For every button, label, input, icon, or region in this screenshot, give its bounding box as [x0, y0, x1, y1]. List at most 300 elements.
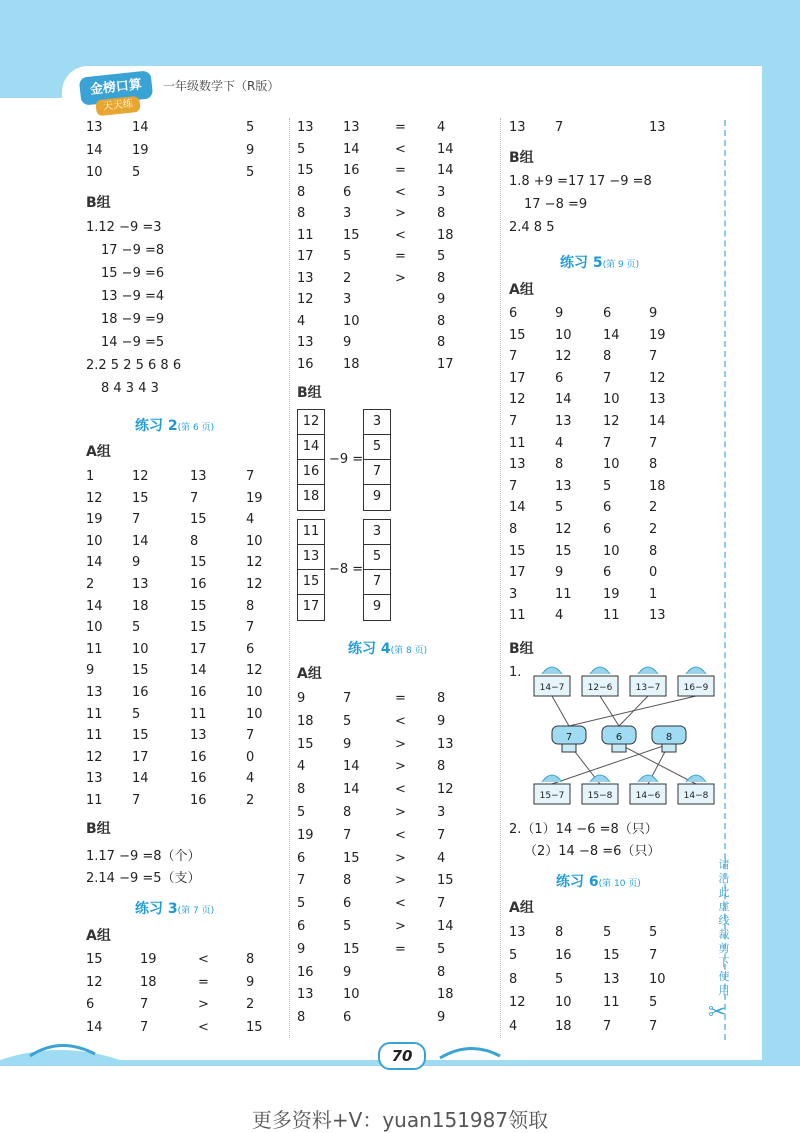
answer-cell: 15: [190, 512, 207, 528]
answer-cell: 6: [603, 306, 612, 321]
answer-cell: 11: [190, 706, 207, 722]
leaf-icon: [590, 667, 610, 674]
answer-cell: 7: [649, 435, 658, 451]
answer-cell: 7: [649, 1018, 658, 1034]
answer-cell: 19: [140, 952, 157, 967]
answer-cell: 8: [437, 270, 446, 286]
answer-cell: 8: [437, 206, 446, 221]
mailbox-stand: [612, 744, 626, 752]
answer-cell: 14: [437, 163, 454, 178]
answer-cell: 15: [297, 736, 314, 752]
envelope-label: 15−8: [587, 791, 613, 801]
answer-cell: 13: [509, 457, 526, 473]
exercise-title: 练习 2: [135, 418, 178, 434]
answer-cell: 7: [343, 827, 352, 843]
answer-cell: 13: [190, 469, 207, 484]
answer-cell: 15: [437, 873, 454, 889]
answer-cell: 5: [555, 971, 564, 987]
answer-cell: 18: [437, 987, 454, 1003]
answer-cell: 11: [603, 608, 620, 624]
answer-cell: 12: [555, 522, 572, 537]
answer-cell: 7: [603, 435, 612, 451]
answer-cell: 7: [190, 490, 199, 506]
answer-cell: 16: [190, 577, 207, 592]
answer-cell: 5: [297, 805, 306, 820]
answer-cell: 9: [132, 555, 141, 571]
answer-cell: <: [395, 141, 406, 157]
answer-cell: 12: [86, 490, 103, 506]
answer-cell: 3: [343, 292, 352, 307]
answer-cell: >: [395, 805, 406, 820]
answer-cell: 7: [649, 349, 658, 365]
leaf-icon: [638, 775, 658, 782]
scissors-icon: ✂: [708, 1000, 727, 1025]
answer-cell: 13: [509, 120, 526, 135]
answer-cell: 14: [132, 533, 149, 549]
answer-line: 1.: [509, 665, 522, 680]
envelope-label: 16−9: [683, 683, 709, 693]
answer-cell: 5: [132, 165, 141, 180]
answer-cell: 15: [509, 543, 526, 559]
answer-cell: 9: [555, 306, 564, 321]
group-label: A组: [86, 444, 111, 460]
answer-cell: 7: [603, 370, 612, 386]
answer-cell: 6: [246, 641, 255, 657]
answer-cell: 13: [555, 478, 572, 494]
cut-instruction: 请沿此虚线裁剪下使用: [718, 858, 730, 997]
answer-cell: 6: [343, 1010, 352, 1026]
answer-cell: 8: [343, 805, 352, 820]
answer-cell: 15: [132, 490, 149, 506]
answer-cell: 5: [297, 141, 306, 157]
answer-cell: 12: [86, 749, 103, 765]
answer-cell: 7: [140, 1019, 149, 1035]
answer-cell: 3: [343, 206, 352, 221]
answer-cell: 14: [343, 782, 360, 798]
answer-cell: 13: [86, 120, 103, 135]
answer-line: 1.8 +9 =17 17 −9 =8: [509, 174, 652, 189]
answer-cell: 10: [555, 327, 572, 343]
exercise-page-ref: (第 10 页): [598, 879, 641, 889]
answer-cell: 9: [343, 335, 352, 350]
group-label: B组: [509, 150, 534, 166]
answer-cell: 8: [297, 206, 306, 221]
answer-cell: 6: [603, 565, 612, 581]
envelope-label: 12−6: [587, 683, 613, 693]
box-cell: 13: [298, 545, 324, 570]
answer-cell: =: [395, 941, 406, 957]
answer-cell: =: [395, 691, 406, 706]
answer-cell: 8: [509, 971, 518, 987]
answer-cell: 0: [246, 749, 255, 765]
answer-cell: 4: [555, 435, 564, 451]
answer-cell: 8: [246, 598, 255, 614]
group-label: B组: [297, 385, 322, 401]
answer-cell: 12: [509, 392, 526, 408]
answer-cell: 16: [132, 685, 149, 700]
answer-cell: 13: [86, 685, 103, 700]
answer-cell: 8: [437, 335, 446, 350]
answer-cell: 5: [343, 919, 352, 934]
answer-line: （2）14 −8 =6（只）: [524, 844, 661, 859]
answer-cell: 13: [649, 392, 666, 408]
answer-cell: 10: [132, 641, 149, 657]
answer-cell: 15: [132, 663, 149, 679]
answer-cell: 8: [297, 184, 306, 200]
footer-text: 更多资料+V：yuan151987领取: [251, 1108, 549, 1132]
group-label: B组: [86, 195, 111, 211]
mailbox-stand: [662, 744, 676, 752]
answer-cell: 14: [132, 771, 149, 787]
answer-cell: 9: [246, 974, 255, 990]
answer-cell: 10: [86, 533, 103, 549]
answer-cell: 9: [297, 941, 306, 957]
answer-cell: 8: [437, 759, 446, 775]
right-band: [762, 0, 800, 1060]
exercise-heading: [560, 252, 639, 272]
answer-cell: 11: [86, 793, 103, 808]
column-divider: [289, 118, 290, 1038]
box-cell: 14: [298, 435, 324, 460]
answer-cell: 8: [555, 457, 564, 473]
box-cell: 18: [302, 489, 320, 504]
answer-line: 2.14 −9 =5（支）: [86, 871, 201, 886]
answer-cell: 16: [343, 163, 360, 178]
group-label: A组: [509, 282, 534, 298]
answer-cell: 14: [509, 500, 526, 516]
answer-line: 8 4 3 4 3: [101, 381, 159, 396]
answer-cell: 4: [555, 608, 564, 624]
answer-cell: 14: [132, 120, 149, 135]
leaf-icon: [590, 775, 610, 782]
answer-cell: 4: [297, 313, 306, 329]
answer-cell: 11: [509, 435, 526, 451]
box-cell: 9: [372, 599, 382, 614]
answer-cell: 8: [437, 313, 446, 329]
answer-cell: 15: [343, 850, 360, 866]
answer-cell: 13: [649, 608, 666, 624]
answer-cell: 14: [86, 142, 103, 158]
answer-cell: 6: [343, 896, 352, 912]
answer-cell: 12: [246, 577, 263, 592]
answer-cell: 15: [190, 555, 207, 571]
answer-cell: 7: [132, 512, 141, 528]
answer-cell: 15: [246, 1019, 263, 1035]
answer-cell: 5: [649, 925, 658, 940]
exercise-heading: [556, 871, 641, 891]
answer-cell: 9: [437, 1010, 446, 1026]
answer-cell: 2: [343, 270, 352, 286]
answer-cell: 2: [86, 577, 95, 592]
answer-cell: 11: [297, 227, 314, 243]
answer-cell: 18: [437, 227, 454, 243]
exercise-heading: [348, 638, 427, 658]
match-line: [552, 696, 569, 726]
answer-line: 2.2 5 2 5 6 8 6: [86, 358, 182, 373]
answer-cell: 5: [509, 948, 518, 964]
answer-cell: <: [395, 184, 406, 200]
answer-cell: 6: [86, 997, 95, 1012]
answer-cell: 17: [190, 641, 207, 657]
answer-cell: 17: [509, 370, 526, 386]
answer-cell: 18: [132, 598, 149, 614]
answer-cell: <: [395, 713, 406, 729]
answer-cell: 16: [555, 948, 572, 964]
answer-cell: 15: [190, 620, 207, 636]
answer-cell: 13: [509, 925, 526, 940]
answer-cell: 13: [437, 736, 454, 752]
answer-cell: >: [395, 850, 406, 866]
answer-cell: 9: [555, 565, 564, 581]
answer-cell: 17: [132, 749, 149, 765]
answer-cell: 11: [509, 608, 526, 624]
leaf-icon: [686, 775, 706, 782]
answer-cell: 4: [246, 512, 255, 528]
answer-line: 18 −9 =9: [101, 312, 165, 327]
box-cell: 12: [298, 410, 324, 435]
answer-cell: 10: [246, 533, 263, 549]
mailbox-label: 6: [615, 732, 623, 743]
box-cell: 7: [364, 460, 390, 485]
answer-cell: 8: [190, 533, 199, 549]
answer-cell: 3: [437, 805, 446, 820]
answer-box: [297, 409, 325, 511]
answer-cell: 7: [603, 1018, 612, 1034]
answer-cell: 7: [437, 896, 446, 912]
answer-cell: 2: [246, 793, 255, 808]
answer-box: [363, 519, 391, 621]
answer-cell: 15: [86, 952, 103, 967]
box-cell: 5: [364, 545, 390, 570]
mailbox-label: 8: [665, 732, 673, 743]
answer-box: [363, 409, 391, 511]
answer-line: 17 −9 =8: [101, 243, 165, 258]
answer-cell: 13: [649, 120, 666, 135]
answer-cell: 10: [246, 706, 263, 722]
answer-cell: 8: [343, 873, 352, 889]
answer-cell: 0: [649, 565, 658, 581]
answer-cell: 8: [437, 691, 446, 706]
book-title: 一年级数学下（R版）: [163, 79, 280, 93]
answer-cell: 12: [132, 469, 149, 484]
answer-line: 1.12 −9 =3: [86, 220, 162, 235]
answer-cell: 7: [343, 691, 352, 706]
answer-cell: 10: [343, 987, 360, 1003]
answer-cell: 10: [555, 995, 572, 1011]
answer-cell: >: [395, 736, 406, 752]
match-line: [600, 696, 619, 726]
answer-cell: 12: [437, 782, 454, 798]
answer-cell: 12: [649, 370, 666, 386]
answer-cell: 7: [140, 997, 149, 1012]
answer-cell: 9: [437, 713, 446, 729]
answer-cell: 8: [649, 457, 658, 473]
answer-cell: 14: [343, 759, 360, 775]
answer-cell: 19: [132, 142, 149, 158]
answer-cell: 15: [603, 948, 620, 964]
answer-cell: 8: [509, 522, 518, 537]
answer-cell: 6: [297, 919, 306, 934]
answer-cell: <: [198, 1019, 209, 1035]
answer-line: 17 −8 =9: [524, 197, 588, 212]
answer-cell: 10: [86, 165, 103, 180]
answer-cell: 14: [86, 555, 103, 571]
answer-cell: <: [198, 952, 209, 967]
answer-cell: 3: [509, 586, 518, 602]
answer-cell: 9: [343, 736, 352, 752]
answer-cell: 15: [343, 227, 360, 243]
answer-cell: 12: [603, 414, 620, 429]
box-cell: 11: [298, 520, 324, 545]
answer-cell: 10: [603, 392, 620, 408]
envelope-label: 14−6: [635, 791, 661, 801]
envelope-label: 15−7: [539, 791, 565, 801]
answer-cell: 7: [246, 469, 255, 484]
answer-cell: 8: [297, 782, 306, 798]
answer-cell: >: [395, 206, 406, 221]
answer-line: 2.（1）14 −6 =8（只）: [509, 822, 658, 837]
box-cell: 3: [364, 410, 390, 435]
answer-cell: 7: [509, 478, 518, 494]
answer-cell: =: [395, 249, 406, 264]
answer-cell: 6: [603, 500, 612, 516]
answer-cell: =: [198, 974, 209, 990]
answer-cell: 2: [246, 997, 255, 1012]
answer-cell: 11: [603, 995, 620, 1011]
answer-cell: 9: [246, 142, 255, 158]
answer-cell: 4: [246, 771, 255, 787]
envelope-label: 13−7: [635, 683, 661, 693]
answer-cell: 8: [297, 1010, 306, 1026]
answer-cell: 17: [437, 356, 454, 372]
box-cell: 5: [364, 435, 390, 460]
answer-cell: 19: [86, 512, 103, 528]
leaf-icon: [638, 667, 658, 674]
answer-line: 14 −9 =5: [101, 335, 165, 350]
logo-subtitle: 天天练: [95, 96, 140, 117]
column-divider: [500, 118, 501, 1038]
answer-cell: 8: [246, 952, 255, 967]
answer-cell: 18: [343, 356, 360, 372]
answer-cell: 13: [297, 270, 314, 286]
exercise-heading: [135, 415, 214, 435]
exercise-title: 练习 3: [135, 901, 178, 917]
answer-cell: 10: [246, 685, 263, 700]
answer-cell: 3: [437, 184, 446, 200]
answer-cell: 7: [246, 728, 255, 744]
answer-cell: 8: [649, 543, 658, 559]
answer-cell: 18: [649, 478, 666, 494]
match-line: [569, 696, 696, 726]
answer-line: 1.17 −9 =8（个）: [86, 849, 201, 864]
answer-cell: 5: [437, 249, 446, 264]
answer-cell: <: [395, 827, 406, 843]
page-number: 70: [378, 1042, 426, 1070]
answer-cell: 8: [555, 925, 564, 940]
top-band-cutout: [62, 66, 800, 126]
answer-cell: >: [198, 997, 209, 1012]
group-label: A组: [509, 900, 534, 916]
answer-cell: 17: [509, 565, 526, 581]
answer-cell: 6: [603, 522, 612, 537]
answer-cell: 8: [437, 964, 446, 980]
answer-cell: 1: [649, 586, 658, 602]
leaf-icon: [542, 775, 562, 782]
answer-cell: 19: [297, 827, 314, 843]
answer-line: 2.4 8 5: [509, 220, 555, 235]
answer-cell: 8: [603, 349, 612, 365]
answer-cell: 5: [555, 500, 564, 516]
group-label: A组: [86, 928, 111, 944]
answer-cell: 5: [297, 896, 306, 912]
answer-cell: 14: [437, 919, 454, 934]
exercise-title: 练习 4: [348, 641, 391, 657]
answer-cell: 11: [86, 641, 103, 657]
box-cell: 9: [372, 489, 382, 504]
answer-cell: 19: [246, 490, 263, 506]
answer-cell: 15: [509, 327, 526, 343]
answer-cell: 5: [603, 478, 612, 494]
group-label: A组: [297, 666, 322, 682]
answer-cell: 10: [603, 543, 620, 559]
answer-cell: 16: [297, 964, 314, 980]
answer-cell: >: [395, 759, 406, 775]
answer-cell: 15: [190, 598, 207, 614]
answer-cell: 9: [343, 964, 352, 980]
answer-cell: <: [395, 896, 406, 912]
answer-cell: 6: [509, 306, 518, 321]
answer-cell: 9: [649, 306, 658, 321]
answer-cell: 10: [86, 620, 103, 636]
answer-cell: 19: [603, 586, 620, 602]
answer-cell: 5: [132, 706, 141, 722]
answer-cell: 11: [86, 728, 103, 744]
answer-cell: 5: [246, 165, 255, 180]
answer-cell: 7: [555, 120, 564, 135]
answer-cell: 14: [603, 327, 620, 343]
answer-cell: 17: [297, 249, 314, 264]
answer-cell: 4: [437, 850, 446, 866]
answer-cell: 7: [437, 827, 446, 843]
answer-cell: 1: [86, 469, 95, 484]
answer-line: 13 −9 =4: [101, 289, 165, 304]
answer-cell: 9: [297, 691, 306, 706]
answer-cell: 12: [86, 974, 103, 990]
leaf-icon: [686, 667, 706, 674]
box-cell: 17: [302, 599, 320, 614]
exercise-page-ref: (第 8 页): [390, 646, 428, 656]
answer-cell: 14: [86, 1019, 103, 1035]
answer-cell: 4: [297, 759, 306, 775]
answer-cell: =: [395, 163, 406, 178]
answer-cell: 7: [297, 873, 306, 889]
box-cell: 16: [298, 460, 324, 485]
answer-cell: >: [395, 919, 406, 934]
answer-cell: 5: [343, 249, 352, 264]
answer-cell: 4: [509, 1018, 518, 1034]
box-cell: 15: [298, 570, 324, 595]
answer-cell: 14: [437, 141, 454, 157]
answer-cell: 13: [297, 120, 314, 135]
answer-cell: 13: [86, 771, 103, 787]
answer-cell: 13: [297, 335, 314, 350]
answer-cell: 13: [603, 971, 620, 987]
answer-cell: <: [395, 227, 406, 243]
answer-cell: 5: [437, 941, 446, 957]
answer-cell: 16: [190, 685, 207, 700]
answer-cell: =: [395, 120, 406, 135]
answer-cell: 5: [343, 713, 352, 729]
